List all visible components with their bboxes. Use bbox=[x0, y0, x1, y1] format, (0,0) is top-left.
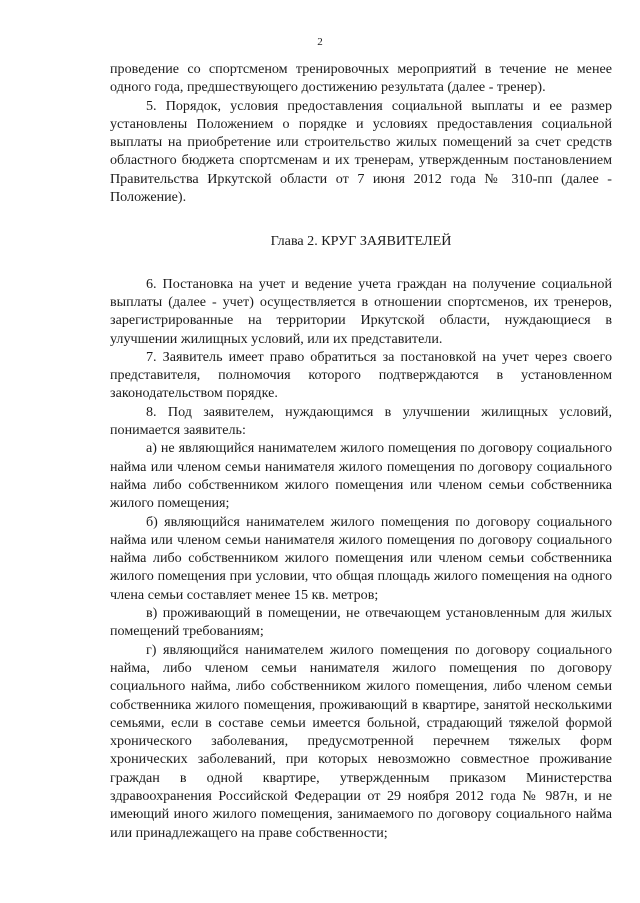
paragraph-5: 5. Порядок, условия предоставления социальной выплаты и ее размер установлены Положением о порядке и условиях предоставления социальной выплаты на приобретение или строительство жилых помещений за счет средств областного бюджета спортсменам и их тренерам, утвержденным постановлением Правительства Иркутской области от 7 июня 2012 года № 310-пп (далее - Положение). bbox=[110, 97, 612, 206]
paragraph-8: 8. Под заявителем, нуждающимся в улучшении жилищных условий, понимается заявитель: bbox=[110, 403, 612, 439]
paragraph-7: 7. Заявитель имеет право обратиться за постановкой на учет через своего представителя, полномочия которого подтверждаются в установленном законодательством порядке. bbox=[110, 348, 612, 402]
paragraph-6: 6. Постановка на учет и ведение учета граждан на получение социальной выплаты (далее - учет) осуществляется в отношении спортсменов, их тренеров, зарегистрированные на территории Иркутской области, нуждающиеся в улучшении жилищных условий, или их представители. bbox=[110, 275, 612, 347]
paragraph-8v: в) проживающий в помещении, не отвечающем установленным для жилых помещений требованиям; bbox=[110, 605, 612, 640]
paragraph-continuation: проведение со спортсменом тренировочных мероприятий в течение не менее одного года, предшествующего достижению результата (далее - тренер). bbox=[110, 61, 612, 96]
paragraph-8b: б) являющийся нанимателем жилого помещения по договору социального найма или членом семьи нанимателя жилого помещения по договору социального найма либо собственником жилого помещения или членом семьи собственника жилого помещения при условии, что общая площадь жилого помещения на одного члена семьи составляет менее 15 кв. метров; bbox=[110, 513, 612, 603]
chapter-heading: Глава 2. КРУГ ЗАЯВИТЕЛЕЙ bbox=[270, 233, 452, 250]
paragraph-8g: г) являющийся нанимателем жилого помещения по договору социального найма, либо членом семьи нанимателя жилого помещения по договору социального найма, либо собственником жилого помещения, либо членом семьи собственника жилого помещения, проживающий в квартире, занятой несколькими семьями, если в составе семьи имеется больной, страдающий тяжелой формой хронического заболевания, предусмотренной перечнем тяжелых форм хронических заболеваний, при которых невозможно совместное проживание граждан в одной квартире, утвержденным приказом Министерства здравоохранения Российской Федерации от 29 ноября 2012 года № 987н, и не имеющий иного жилого помещения, занимаемого по договору социального найма или принадлежащего на праве собственности; bbox=[110, 641, 612, 841]
document-body bbox=[110, 60, 612, 842]
paragraph-8a: а) не являющийся нанимателем жилого помещения по договору социального найма или членом семьи нанимателя жилого помещения по договору социального найма либо собственником жилого помещения или членом семьи собственника жилого помещения; bbox=[110, 440, 612, 512]
page-number: 2 bbox=[317, 36, 323, 48]
